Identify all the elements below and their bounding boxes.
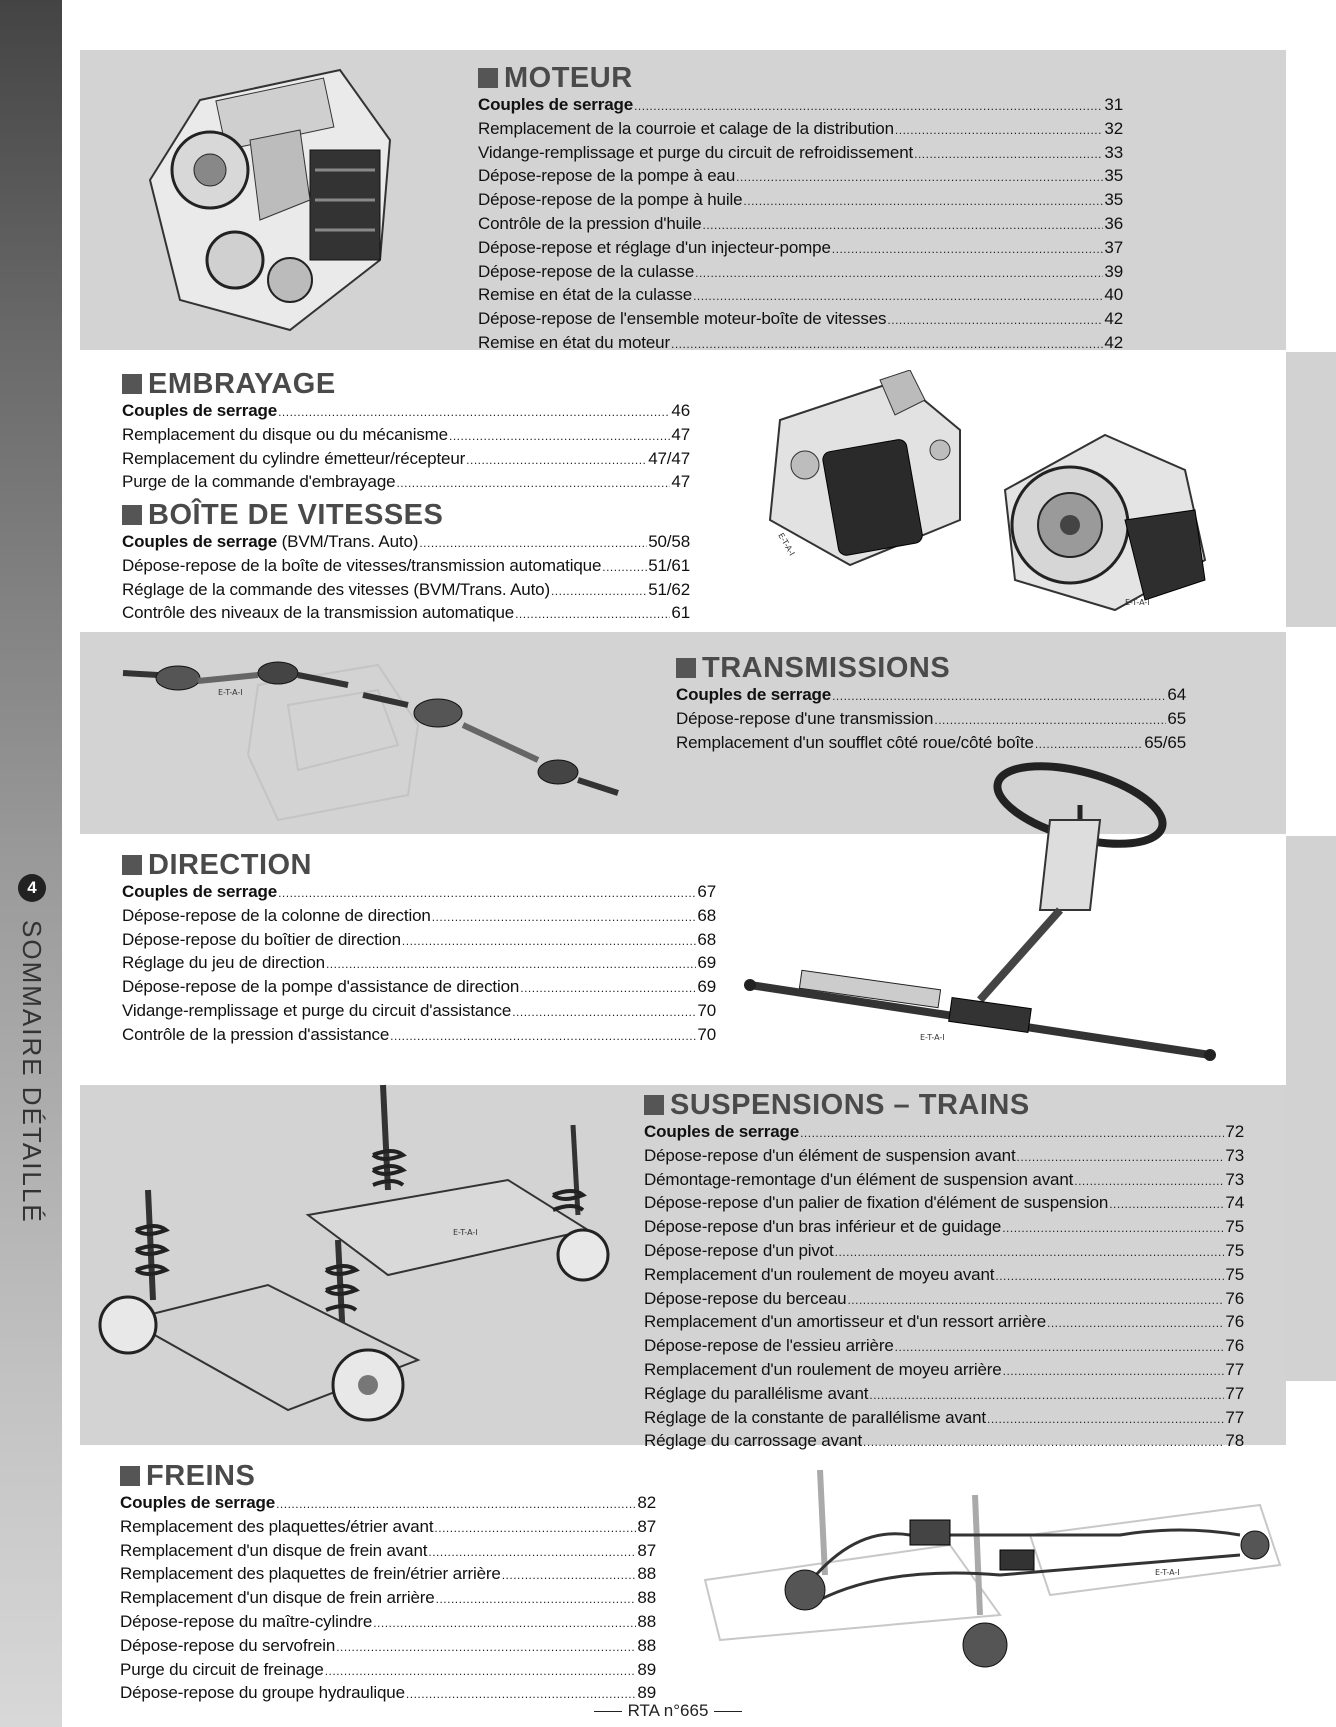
toc-entry-label: Dépose-repose de l'ensemble moteur-boîte de vitesses (478, 309, 887, 329)
dot-leader (466, 450, 647, 472)
toc-entry-label: Dépose-repose du servofrein (120, 1635, 336, 1655)
toc-entry-page: 89 (637, 1683, 656, 1703)
toc-entry-page: 51/61 (648, 555, 690, 575)
dot-leader (1017, 1147, 1225, 1169)
toc-entry[interactable] (120, 1659, 656, 1683)
toc-entry-page: 73 (1225, 1169, 1244, 1189)
footer-rule-left (594, 1711, 622, 1712)
toc-entry[interactable] (478, 118, 1123, 142)
dot-leader (914, 144, 1103, 166)
toc-entry-page: 69 (697, 953, 716, 973)
toc-entry[interactable] (478, 308, 1123, 332)
dot-leader (336, 1637, 636, 1659)
toc-entry-page: 35 (1104, 190, 1123, 210)
toc-entry[interactable] (644, 1288, 1244, 1312)
toc-entry[interactable] (120, 1540, 656, 1564)
toc-entry-label: Remplacement d'un disque de frein avant (120, 1540, 428, 1560)
toc-entry-page: 87 (637, 1516, 656, 1536)
dot-leader (934, 710, 1166, 732)
engine-illustration (140, 60, 400, 340)
toc-entry-label: Remise en état de la culasse (478, 285, 693, 305)
dot-leader (832, 239, 1104, 261)
toc-entry-label: Dépose-repose de l'essieu arrière (644, 1336, 894, 1356)
dot-leader (402, 931, 696, 953)
toc-entry[interactable] (644, 1311, 1244, 1335)
toc-entry-label: Remplacement d'un soufflet côté roue/côté boîte (676, 732, 1034, 752)
right-tab-2 (1286, 836, 1336, 1381)
toc-entry-page: 31 (1104, 95, 1123, 114)
toc-entry-page: 42 (1104, 309, 1123, 329)
toc-entry[interactable] (122, 471, 690, 495)
toc-entry[interactable] (122, 976, 716, 1000)
dot-leader (987, 1409, 1224, 1431)
toc-entry[interactable] (478, 213, 1123, 237)
section-title: SUSPENSIONS – TRAINS (644, 1089, 1244, 1121)
automatic-gearbox-illustration (760, 370, 975, 570)
page-footer (0, 1701, 1336, 1721)
square-bullet-icon (120, 1466, 140, 1486)
toc-entry-page: 89 (637, 1659, 656, 1679)
toc-entry-label: Remplacement des plaquettes/étrier avant (120, 1516, 434, 1536)
dot-leader (895, 120, 1103, 142)
toc-entry[interactable] (120, 1492, 656, 1516)
toc-entry[interactable] (122, 400, 690, 424)
toc-entry-label: Dépose-repose d'un palier de fixation d'élément de suspension (644, 1193, 1109, 1213)
dot-leader (895, 1337, 1225, 1359)
toc-entry-page: 46 (671, 401, 690, 420)
toc-entry-label: Couples de serrage (122, 401, 278, 420)
dot-leader (278, 402, 670, 424)
toc-entry[interactable] (644, 1359, 1244, 1383)
svg-text:E-T-A-I: E-T-A-I (1125, 598, 1150, 607)
toc-entry[interactable] (120, 1635, 656, 1659)
dot-leader (703, 215, 1104, 237)
toc-list (120, 1492, 656, 1706)
dot-leader (428, 1542, 636, 1564)
driveshaft-illustration (118, 645, 628, 825)
toc-entry-label: Réglage du parallélisme avant (644, 1383, 869, 1403)
toc-entry-label: Contrôle de la pression d'assistance (122, 1024, 390, 1044)
toc-entry-label: Dépose-repose d'une transmission (676, 708, 934, 728)
svg-text:E-T-A-I: E-T-A-I (776, 531, 797, 558)
section-direction (122, 849, 716, 1048)
section-title: MOTEUR (478, 62, 1123, 94)
toc-entry-label: Couples de serrage (644, 1122, 800, 1141)
dot-leader (1074, 1171, 1224, 1193)
toc-entry-label: Dépose-repose du boîtier de direction (122, 929, 401, 949)
toc-entry[interactable] (644, 1383, 1244, 1407)
toc-entry-page: 50/58 (648, 532, 690, 551)
toc-entry-page: 76 (1225, 1336, 1244, 1356)
toc-entry[interactable] (120, 1611, 656, 1635)
dot-leader (502, 1565, 637, 1587)
toc-entry-page: 64 (1167, 685, 1186, 704)
dot-leader (373, 1613, 636, 1635)
dot-leader (743, 191, 1103, 213)
toc-entry-label: Réglage du jeu de direction (122, 953, 325, 973)
toc-entry-page: 69 (697, 977, 716, 997)
dot-leader (551, 581, 647, 603)
toc-entry[interactable] (676, 684, 1186, 708)
dot-leader (276, 1494, 636, 1516)
section-title: EMBRAYAGE (122, 368, 690, 400)
toc-entry-page: 88 (637, 1611, 656, 1631)
svg-text:E-T-A-I: E-T-A-I (218, 688, 243, 697)
toc-entry-page: 88 (637, 1588, 656, 1608)
toc-entry-page: 75 (1225, 1240, 1244, 1260)
dot-leader (995, 1266, 1224, 1288)
toc-entry[interactable] (644, 1335, 1244, 1359)
toc-entry-page: 77 (1225, 1407, 1244, 1427)
toc-entry-page: 47 (671, 472, 690, 492)
toc-entry-label: Remplacement du disque ou du mécanisme (122, 424, 448, 444)
toc-entry-page: 76 (1225, 1288, 1244, 1308)
toc-entry-page: 78 (1225, 1431, 1244, 1451)
toc-entry[interactable] (644, 1216, 1244, 1240)
dot-leader (800, 1123, 1224, 1145)
square-bullet-icon (122, 374, 142, 394)
toc-entry-label: Dépose-repose d'un bras inférieur et de guidage (644, 1217, 1002, 1237)
dot-leader (434, 1518, 636, 1540)
square-bullet-icon (122, 505, 142, 525)
right-tab-1 (1286, 352, 1336, 627)
square-bullet-icon (478, 68, 498, 88)
dot-leader (436, 1589, 637, 1611)
dot-leader (449, 426, 670, 448)
toc-entry[interactable] (122, 952, 716, 976)
dot-leader (863, 1432, 1224, 1454)
footer-text: RTA n°665 (627, 1701, 709, 1720)
toc-entry-page: 33 (1104, 142, 1123, 162)
toc-list (122, 881, 716, 1048)
toc-entry[interactable] (122, 531, 690, 555)
toc-entry-label: Dépose-repose de la colonne de direction (122, 905, 431, 925)
toc-entry-page: 61 (671, 603, 690, 623)
toc-entry-page: 68 (697, 905, 716, 925)
dot-leader (832, 686, 1166, 708)
toc-entry-label: Remplacement d'un roulement de moyeu arrière (644, 1359, 1002, 1379)
toc-entry-page: 88 (637, 1564, 656, 1584)
toc-entry[interactable] (120, 1516, 656, 1540)
toc-entry-page: 75 (1225, 1264, 1244, 1284)
toc-entry[interactable] (122, 602, 690, 626)
toc-entry[interactable] (122, 881, 716, 905)
toc-entry-label: Remplacement d'un roulement de moyeu avant (644, 1264, 995, 1284)
toc-entry[interactable] (478, 94, 1123, 118)
svg-text:E-T-A-I: E-T-A-I (1155, 1568, 1180, 1577)
section-title: DIRECTION (122, 849, 716, 881)
dot-leader (602, 557, 647, 579)
toc-entry-label: Contrôle de la pression d'huile (478, 213, 702, 233)
toc-entry-label: Dépose-repose d'un pivot (644, 1240, 834, 1260)
toc-entry-label: Couples de serrage (122, 882, 278, 901)
dot-leader (515, 604, 670, 626)
toc-entry-page: 70 (697, 1000, 716, 1020)
section-suspensions-trains (644, 1089, 1244, 1454)
toc-entry[interactable] (122, 1024, 716, 1048)
toc-entry-page: 39 (1104, 261, 1123, 281)
toc-entry-label: Remplacement des plaquettes de frein/étrier arrière (120, 1564, 501, 1584)
section-title: FREINS (120, 1460, 656, 1492)
section-transmissions (676, 652, 1186, 755)
dot-leader (325, 1661, 637, 1683)
sidebar-title: SOMMAIRE DÉTAILLÉ (17, 920, 47, 1224)
toc-entry[interactable] (122, 424, 690, 448)
steering-column-illustration (740, 760, 1220, 1080)
toc-entry-page: 51/62 (648, 579, 690, 599)
dot-leader (1003, 1361, 1225, 1383)
toc-entry-page: 70 (697, 1024, 716, 1044)
toc-entry-label: Dépose-repose de la pompe d'assistance de direction (122, 977, 520, 997)
toc-entry-label: Vidange-remplissage et purge du circuit de refroidissement (478, 142, 914, 162)
dot-leader (847, 1290, 1224, 1312)
toc-entry-page: 77 (1225, 1383, 1244, 1403)
toc-list (122, 400, 690, 495)
toc-entry-page: 37 (1104, 237, 1123, 257)
toc-entry-label: Couples de serrage (120, 1493, 276, 1512)
toc-entry[interactable] (644, 1264, 1244, 1288)
toc-entry[interactable] (676, 708, 1186, 732)
dot-leader (634, 96, 1103, 118)
toc-entry[interactable] (478, 284, 1123, 308)
toc-entry-page: 65/65 (1144, 732, 1186, 752)
toc-entry-label: Réglage de la commande des vitesses (BVM/Trans. Auto) (122, 579, 550, 599)
toc-entry-label: Couples de serrage (676, 685, 832, 704)
dot-leader (512, 1002, 696, 1024)
toc-entry[interactable] (644, 1121, 1244, 1145)
page-number-badge: 4 (18, 874, 46, 902)
section-moteur (478, 62, 1123, 356)
toc-entry-label: Remplacement d'un amortisseur et d'un ressort arrière (644, 1312, 1046, 1332)
brake-system-illustration (700, 1465, 1290, 1675)
toc-entry-page: 82 (637, 1493, 656, 1512)
toc-entry[interactable] (644, 1407, 1244, 1431)
toc-entry-page: 36 (1104, 213, 1123, 233)
toc-list (676, 684, 1186, 755)
toc-entry-label: Dépose-repose de la culasse (478, 261, 695, 281)
dot-leader (1035, 734, 1143, 756)
toc-list (644, 1121, 1244, 1454)
toc-entry[interactable] (644, 1145, 1244, 1169)
toc-entry-page: 72 (1225, 1122, 1244, 1141)
toc-entry-label: Remplacement du cylindre émetteur/récepteur (122, 448, 466, 468)
section-boite-de-vitesses (122, 499, 690, 626)
toc-entry-page: 88 (637, 1635, 656, 1655)
svg-text:E-T-A-I: E-T-A-I (453, 1228, 478, 1237)
toc-entry[interactable] (644, 1430, 1244, 1454)
toc-entry[interactable] (120, 1587, 656, 1611)
dot-leader (520, 978, 696, 1000)
toc-entry[interactable] (122, 579, 690, 603)
toc-entry-page: 47 (671, 424, 690, 444)
toc-entry-page: 65 (1167, 708, 1186, 728)
toc-entry[interactable] (120, 1563, 656, 1587)
toc-entry-label: Démontage-remontage d'un élément de suspension avant (644, 1169, 1074, 1189)
toc-entry[interactable] (122, 905, 716, 929)
toc-entry[interactable] (122, 555, 690, 579)
dot-leader (419, 533, 647, 555)
toc-entry[interactable] (122, 929, 716, 953)
toc-entry-label: Dépose-repose du maître-cylindre (120, 1611, 373, 1631)
toc-entry-label: Dépose-repose du groupe hydraulique (120, 1683, 405, 1703)
toc-entry-label: Vidange-remplissage et purge du circuit d'assistance (122, 1000, 512, 1020)
dot-leader (835, 1242, 1225, 1264)
toc-entry-label: Dépose-repose du berceau (644, 1288, 847, 1308)
toc-entry-label: Dépose-repose et réglage d'un injecteur-pompe (478, 237, 831, 257)
section-title: TRANSMISSIONS (676, 652, 1186, 684)
toc-entry-page: 74 (1225, 1193, 1244, 1213)
dot-leader (278, 883, 696, 905)
toc-entry-page: 32 (1104, 118, 1123, 138)
square-bullet-icon (122, 855, 142, 875)
toc-entry-label: Remise en état du moteur (478, 332, 670, 352)
dot-leader (671, 334, 1103, 356)
toc-list (478, 94, 1123, 356)
toc-entry[interactable] (478, 165, 1123, 189)
toc-entry-label: Purge de la commande d'embrayage (122, 472, 396, 492)
toc-entry[interactable] (478, 332, 1123, 356)
toc-entry-label: Dépose-repose de la boîte de vitesses/transmission automatique (122, 555, 602, 575)
toc-list (122, 531, 690, 626)
toc-entry-page: 42 (1104, 332, 1123, 352)
manual-gearbox-illustration (995, 430, 1210, 615)
toc-entry-label: Dépose-repose de la pompe à huile (478, 190, 743, 210)
toc-entry[interactable] (478, 261, 1123, 285)
toc-entry-page: 40 (1104, 285, 1123, 305)
toc-entry-label: Réglage du carrossage avant (644, 1431, 863, 1451)
toc-entry-label: Réglage de la constante de parallélisme avant (644, 1407, 986, 1427)
section-freins (120, 1460, 656, 1706)
section-title: BOÎTE DE VITESSES (122, 499, 690, 531)
toc-entry-label: Dépose-repose d'un élément de suspension avant (644, 1145, 1016, 1165)
toc-entry-page: 67 (697, 882, 716, 901)
dot-leader (887, 310, 1103, 332)
dot-leader (326, 954, 696, 976)
dot-leader (432, 907, 697, 929)
dot-leader (736, 167, 1103, 189)
section-embrayage (122, 368, 690, 495)
toc-entry-page: 77 (1225, 1359, 1244, 1379)
toc-entry[interactable] (478, 189, 1123, 213)
toc-entry[interactable] (676, 732, 1186, 756)
toc-entry-page: 47/47 (648, 448, 690, 468)
suspension-illustration (88, 1080, 648, 1430)
square-bullet-icon (676, 658, 696, 678)
toc-entry-page: 73 (1225, 1145, 1244, 1165)
toc-entry-label: Dépose-repose de la pompe à eau (478, 166, 736, 186)
dot-leader (396, 473, 670, 495)
toc-entry-label: Purge du circuit de freinage (120, 1659, 324, 1679)
dot-leader (1109, 1194, 1224, 1216)
toc-entry[interactable] (644, 1240, 1244, 1264)
toc-entry[interactable] (478, 237, 1123, 261)
dot-leader (1002, 1218, 1224, 1240)
toc-entry[interactable] (644, 1169, 1244, 1193)
toc-entry-label: Contrôle des niveaux de la transmission automatique (122, 603, 515, 623)
toc-entry[interactable] (122, 1000, 716, 1024)
dot-leader (390, 1026, 696, 1048)
dot-leader (695, 263, 1103, 285)
footer-rule-right (714, 1711, 742, 1712)
dot-leader (693, 286, 1103, 308)
dot-leader (869, 1385, 1224, 1407)
toc-entry-label: Couples de serrage (BVM/Trans. Auto) (122, 532, 419, 551)
toc-entry-page: 87 (637, 1540, 656, 1560)
toc-entry[interactable] (122, 448, 690, 472)
toc-entry-page: 68 (697, 929, 716, 949)
toc-entry-page: 76 (1225, 1312, 1244, 1332)
toc-entry[interactable] (478, 142, 1123, 166)
sidebar-strip (0, 0, 62, 1727)
svg-text:E-T-A-I: E-T-A-I (920, 1033, 945, 1042)
toc-entry[interactable] (644, 1192, 1244, 1216)
toc-entry-label: Remplacement d'un disque de frein arrière (120, 1588, 435, 1608)
toc-entry-page: 35 (1104, 166, 1123, 186)
toc-entry-label: Remplacement de la courroie et calage de la distribution (478, 118, 894, 138)
toc-entry-label: Couples de serrage (478, 95, 634, 114)
dot-leader (1047, 1313, 1224, 1335)
toc-entry-page: 75 (1225, 1217, 1244, 1237)
